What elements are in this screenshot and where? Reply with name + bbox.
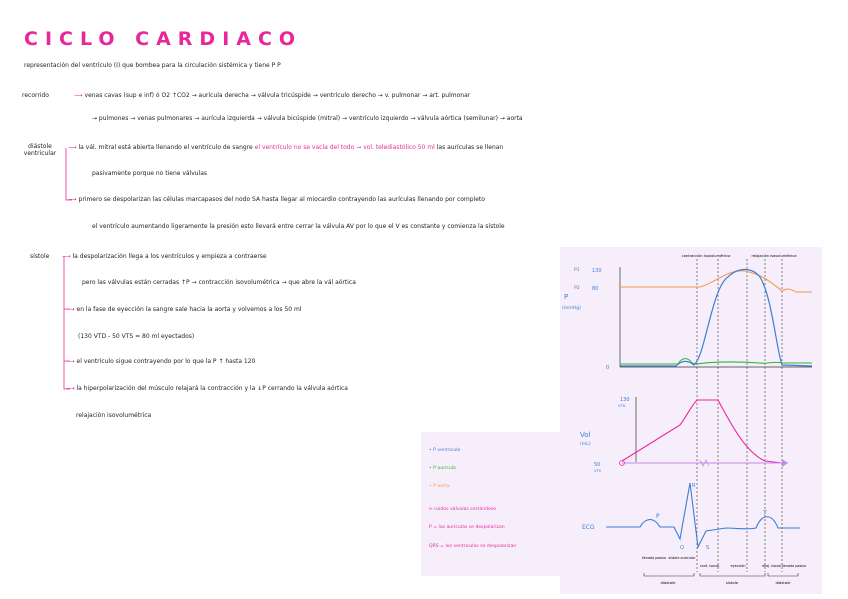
sistole-label: sístole xyxy=(30,253,50,260)
aorta-pressure-curve xyxy=(620,271,812,292)
legend-item-valve-sounds: ⊳ ruidos válvulas cerrándose xyxy=(429,507,497,512)
volume-tick-50-sub: VTS xyxy=(594,469,601,473)
ecg-label: ECG xyxy=(582,524,595,531)
legend-item-ventricle: • P ventrículo xyxy=(429,448,461,453)
legend-item-atrium: • P aurícula xyxy=(429,466,456,471)
phase-dividers xyxy=(697,259,782,572)
valve-sound-arrow xyxy=(782,459,788,467)
bottom-label: relaj. isovol. xyxy=(761,564,783,568)
bottom-label: sístole auricular xyxy=(668,556,696,560)
text-span: el ventrículo sigue contrayendo por lo que la P ↑ hasta 120 xyxy=(76,358,256,365)
volume-tick-50: 50 xyxy=(594,462,601,468)
ventricle-pressure-curve xyxy=(620,270,812,367)
phase-label-2: relajación isovolumétrica xyxy=(751,254,797,258)
ecg-trace xyxy=(606,483,800,547)
text-line: → pulmones → venas pulmonares → aurícula izquierda → válvula bicúspide (mitral) → ventrículo izquierdo → válvula aórtica (semilunar) → aorta xyxy=(92,115,523,122)
valve-sound-mark xyxy=(700,460,709,466)
text-line: el ventrículo aumentando ligeramente la presión esto llevará entre cerrar la válvula AV por lo que el V es constante y comienza la sístole xyxy=(92,223,505,230)
pressure-axis-title: P xyxy=(564,293,569,301)
highlight-span: el ventrículo no se vacía del todo → vol. telediastólico 50 ml xyxy=(254,144,435,151)
volume-tick-130: 130 xyxy=(620,397,630,403)
text-line: pasivamente porque no tiene válvulas xyxy=(92,170,208,177)
text-line: pero las válvulas están cerradas ↑P → contracción isovolumétrica → que abre la vál aórtica xyxy=(82,279,356,286)
text-span: venas cavas (sup e inf) ó O2 ↑CO2 → aurícula derecha → válvula tricúspide → ventrículo derecho → v. pulmonar → art. pulmonar xyxy=(84,92,471,99)
text-line: (130 VTD - 50 VTS = 80 ml eyectados) xyxy=(78,333,195,340)
ecg-s-label: S xyxy=(706,545,710,551)
text-line: ⟶ la hiperpolarización del músculo relajará la contracción y la ↓P cerrando la válvula aórtica xyxy=(66,385,348,392)
text-line: ⟶ la despolarización llega a los ventrículos y empieza a contraerse xyxy=(62,253,267,260)
text-span: primero se despolarizan las células marcapasos del nodo SA hasta llegar al miocardio contrayendo las aurículas llenando por completo xyxy=(78,196,485,203)
wiggers-svg xyxy=(560,247,822,594)
text-line: ⟶ primero se despolarizan las células marcapasos del nodo SA hasta llegar al miocardio contrayendo las aurículas llenando por completo xyxy=(68,196,485,203)
diastole-label: diástole ventricular xyxy=(23,143,57,157)
pressure-axis-unit: (mmHg) xyxy=(562,306,581,311)
legend-item-qrs: QRS = los ventrículos se despolarizan xyxy=(429,544,517,549)
legend-box xyxy=(421,432,561,576)
bottom-label: llenado pasivo xyxy=(641,556,667,560)
page-title: CICLO CARDIACO xyxy=(24,28,303,50)
pressure-label-p2: P2 xyxy=(574,286,580,291)
pressure-label-p1: P1 xyxy=(574,268,580,273)
wiggers-diagram xyxy=(560,247,822,594)
bottom-group-label: diástole xyxy=(775,580,791,585)
recorrido-label: recorrido xyxy=(22,92,49,99)
bottom-group-label: sístole xyxy=(725,580,739,585)
volume-tick-130-sub: VTD xyxy=(618,404,626,408)
ecg-t-label: T xyxy=(763,510,767,517)
text-line: ⟶ venas cavas (sup e inf) ó O2 ↑CO2 → aurícula derecha → válvula tricúspide → ventrículo derecho → v. pulmonar → art. pulmonar xyxy=(74,92,471,99)
text-line: ⟶ en la fase de eyección la sangre sale hacia la aorta y volvemos a los 50 ml xyxy=(66,306,302,313)
pressure-tick-80: 80 xyxy=(592,286,599,292)
text-span: las aurículas se llenan xyxy=(436,144,504,151)
legend-item-p-wave: P = las aurículas se despolarizan xyxy=(429,525,505,530)
text-line: representación del ventrículo (I) que bombea para la circulación sistémica y tiene P P xyxy=(24,62,281,69)
text-span: la despolarización llega a los ventrículos y empieza a contraerse xyxy=(72,253,267,260)
bottom-label: llenado pasivo xyxy=(781,564,807,568)
phase-brackets xyxy=(644,573,798,576)
text-line: relajación isovolumétrica xyxy=(76,412,152,419)
text-line: ⟶ el ventrículo sigue contrayendo por lo que la P ↑ hasta 120 xyxy=(66,358,256,365)
phase-label-1: contracción isovolumétrica xyxy=(681,254,731,258)
bottom-group-label: diástole xyxy=(660,580,676,585)
atrium-pressure-curve xyxy=(620,359,812,364)
ecg-r-label: R xyxy=(692,483,696,489)
text-span: la vál. mitral está abierta llenando el ventrículo de sangre xyxy=(78,144,253,151)
bottom-label: cont. isovol. xyxy=(699,564,721,568)
volume-axis-unit: (mL) xyxy=(580,442,591,447)
ecg-p-label: P xyxy=(656,513,660,520)
volume-axis-title: Vol xyxy=(580,431,591,439)
bottom-label: eyección xyxy=(730,564,746,568)
legend-item-aorta: • P aorta xyxy=(429,484,450,489)
text-span: en la fase de eyección la sangre sale hacia la aorta y volvemos a los 50 ml xyxy=(76,306,302,313)
ecg-q-label: Q xyxy=(680,545,684,551)
pressure-tick-0: 0 xyxy=(606,365,610,371)
pressure-tick-130: 130 xyxy=(592,268,602,274)
ventricle-volume-curve xyxy=(622,400,782,463)
text-line: ⟶ la vál. mitral está abierta llenando el ventrículo de sangre el ventrículo no se vacía del todo → vol. telediastólico 50 ml las aurículas se llenan xyxy=(68,144,504,151)
text-span: la hiperpolarización del músculo relajará la contracción y la ↓P cerrando la válvula aórtica xyxy=(76,385,348,392)
